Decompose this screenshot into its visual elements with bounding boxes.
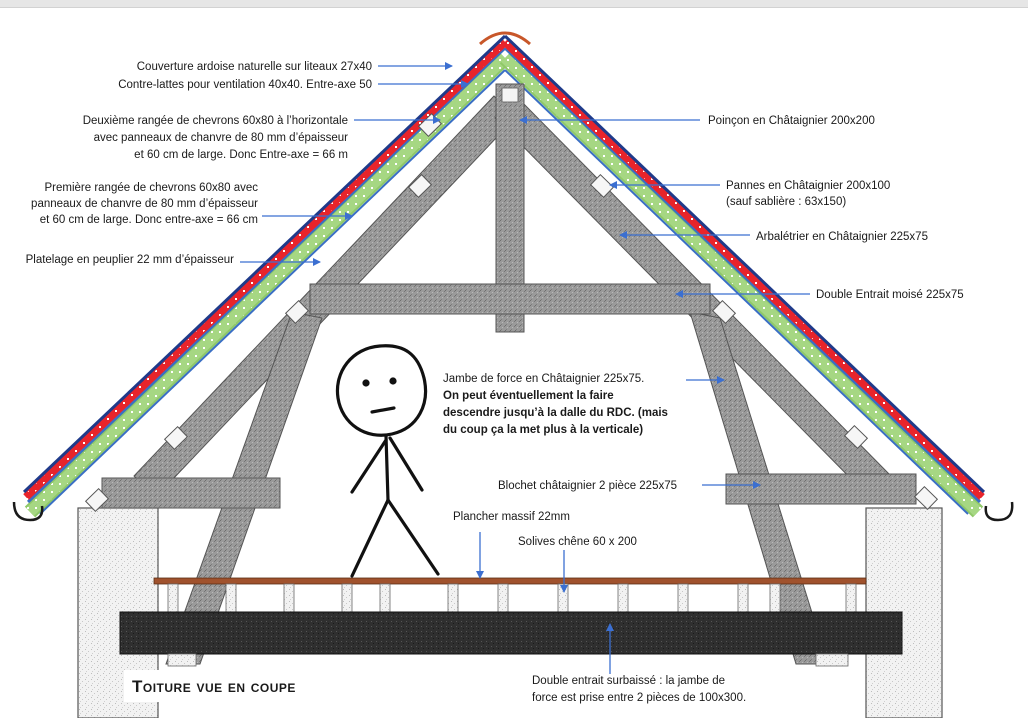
strut-foot-right [816,654,848,666]
label-entrait-rest: Entrait moisé 225x75 [852,289,964,301]
label-solives: Solives chêne 60 x 200 [518,536,637,548]
label-pannes-line2: (sauf sablière : 63x150) [726,196,847,208]
label-chevrons2-line2: avec panneaux de chanvre de 80 mm d’épaisseur [93,132,348,144]
label-jambe-line2: On peut éventuellement la faire [443,390,614,402]
floor-boards [154,578,866,584]
double-tie-beam [120,612,902,654]
label-contre-lattes: Contre-lattes pour ventilation 40x40. Entre-axe 50 [118,79,372,91]
diagram-caption: Toiture vue en coupe [132,677,296,696]
label-couverture: Couverture ardoise naturelle sur liteaux 27x40 [136,61,372,73]
label-chevrons1-line1: Première rangée de chevrons 60x80 avec [44,182,258,194]
label-pannes-line1: Pannes en Châtaignier 200x100 [726,180,891,192]
label-chevrons1-line2: panneaux de chanvre de 80 mm d’épaisseur [31,198,258,210]
label-jambe-line4: du coup ça la met plus à la verticale) [443,424,644,436]
right-gutter-icon [986,502,1012,520]
right-ashlar-piece [726,474,916,504]
label-chevrons2-line3: et 60 cm de large. Donc Entre-axe = 66 m [134,149,348,161]
label-entrait [816,289,964,301]
label-entrait-bold: Double [816,289,853,301]
stick-figure-icon [337,346,438,576]
collar-tie [310,284,710,314]
label-platelage: Platelage en peuplier 22 mm d’épaisseur [25,254,234,266]
strut-foot-left [168,654,196,666]
label-chevrons2-line1: Deuxième rangée de chevrons 60x80 à l’horizontale [82,115,348,127]
king-post-top-block [502,88,518,102]
label-jambe-line3: descendre jusqu’à la dalle du RDC. (mais [443,407,668,419]
label-double-entrait-line2: force est prise entre 2 pièces de 100x300. [532,692,747,704]
label-jambe-line1: Jambe de force en Châtaignier 225x75. [443,373,645,385]
left-ashlar-piece [102,478,280,508]
label-chevrons1-line3: et 60 cm de large. Donc entre-axe = 66 cm [39,214,258,226]
label-plancher: Plancher massif 22mm [453,511,570,523]
label-blochet: Blochet châtaignier 2 pièce 225x75 [498,480,678,492]
label-arbaletrier: Arbalétrier en Châtaignier 225x75 [756,231,928,243]
label-poincon: Poinçon en Châtaignier 200x200 [708,115,875,127]
floor-joists [168,584,856,612]
label-double-entrait-line1: Double entrait surbaissé : la jambe de [532,675,726,687]
